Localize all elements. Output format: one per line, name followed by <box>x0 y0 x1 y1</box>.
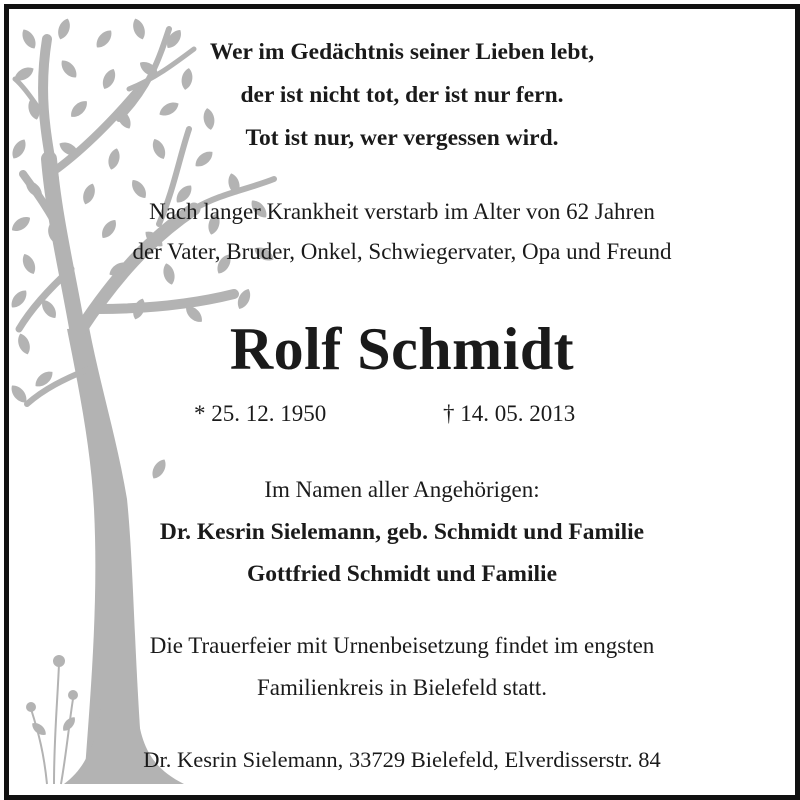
poem-line-1: Wer im Gedächtnis seiner Lieben lebt, <box>209 39 595 65</box>
mourners-line-1: Dr. Kesrin Sielemann, geb. Schmidt und Familie <box>159 519 645 545</box>
poem-line-3: Tot ist nur, wer vergessen wird. <box>245 125 559 151</box>
intro-line-1: Nach langer Krankheit verstarb im Alter von 62 Jahren <box>149 199 655 224</box>
birth-date: * 25. 12. 1950 <box>194 401 327 426</box>
poem-line-2: der ist nicht tot, der ist nur fern. <box>240 82 564 108</box>
death-date: † 14. 05. 2013 <box>443 401 576 426</box>
mourners-line-2: Gottfried Schmidt und Familie <box>246 561 558 587</box>
contact-address: Dr. Kesrin Sielemann, 33729 Bielefeld, Elverdisserstr. 84 <box>143 747 661 772</box>
ceremony-line-2: Familienkreis in Bielefeld statt. <box>257 675 547 700</box>
obituary-card <box>4 4 800 800</box>
ceremony-line-1: Die Trauerfeier mit Urnenbeisetzung findet im engsten <box>149 633 655 658</box>
deceased-name: Rolf Schmidt <box>229 316 575 382</box>
mourners-intro: Im Namen aller Angehörigen: <box>264 477 540 502</box>
intro-line-2: der Vater, Bruder, Onkel, Schwiegervater, Opa und Freund <box>132 239 672 264</box>
